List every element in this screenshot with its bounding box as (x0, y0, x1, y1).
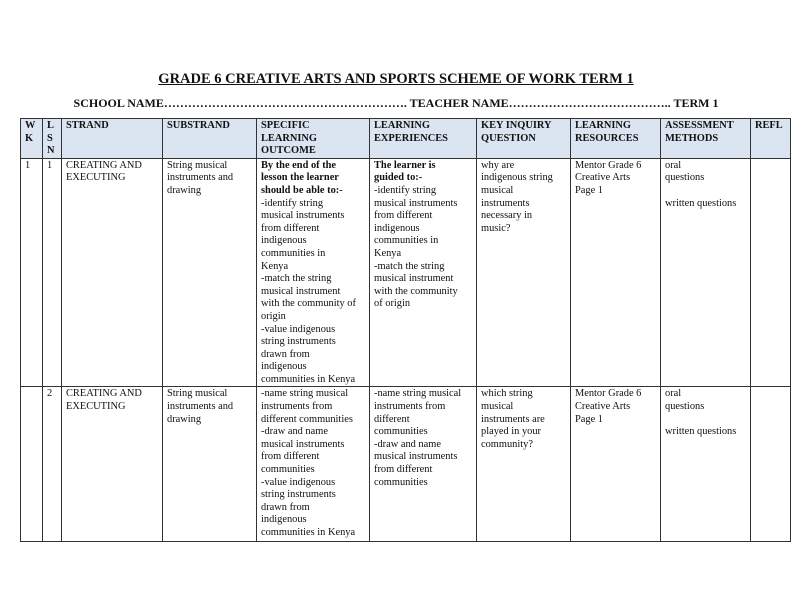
cell-reflection (751, 387, 791, 542)
school-teacher-line: SCHOOL NAME……………………………………………………. TEACHER NAME………………………………….. TERM 1 (73, 96, 719, 110)
cell-week: 1 (21, 158, 43, 387)
cell-week (21, 387, 43, 542)
cell-experiences (370, 158, 477, 387)
table-row (21, 158, 791, 387)
cell-assessment: oral questions written questions (661, 158, 751, 387)
header-row (21, 119, 791, 159)
scheme-of-work-table (20, 118, 791, 542)
cell-substrand: String musical instruments and drawing (163, 158, 257, 387)
header-assessment: ASSESSMENT METHODS (661, 119, 751, 159)
cell-experiences: -name string musical instruments from different communities -draw and name musical instruments from different communities (370, 387, 477, 542)
cell-reflection (751, 158, 791, 387)
cell-question: which string musical instruments are played in your community? (477, 387, 571, 542)
header-week: W K (21, 119, 43, 159)
cell-assessment: oral questions written questions (661, 387, 751, 542)
outcome-text: -identify string musical instruments from different indigenous communities in Kenya -match the string musical instrument with the community of origin -value indigenous string instruments drawn from indigenous communities in Kenya (261, 197, 356, 385)
header-strand: STRAND (62, 119, 163, 159)
cell-strand: CREATING AND EXECUTING (62, 158, 163, 387)
header-resources: LEARNING RESOURCES (571, 119, 661, 159)
header-experiences: LEARNING EXPERIENCES (370, 119, 477, 159)
cell-lesson: 2 (43, 387, 62, 542)
header-lesson: L S N (43, 119, 62, 159)
table-row (21, 387, 791, 542)
document-title: GRADE 6 CREATIVE ARTS AND SPORTS SCHEME OF WORK TERM 1 (158, 71, 634, 87)
header-question: KEY INQUIRY QUESTION (477, 119, 571, 159)
cell-strand: CREATING AND EXECUTING (62, 387, 163, 542)
experiences-intro: The learner is guided to:- (374, 159, 436, 184)
cell-resources: Mentor Grade 6 Creative Arts Page 1 (571, 387, 661, 542)
cell-lesson: 1 (43, 158, 62, 387)
outcome-intro: By the end of the lesson the learner should be able to:- (261, 159, 343, 196)
cell-substrand: String musical instruments and drawing (163, 387, 257, 542)
cell-outcome: -name string musical instruments from different communities -draw and name musical instruments from different communities -value indigenous string instruments drawn from indigenous communities in Kenya (257, 387, 370, 542)
header-substrand: SUBSTRAND (163, 119, 257, 159)
cell-outcome (257, 158, 370, 387)
header-reflection: REFL (751, 119, 791, 159)
cell-resources: Mentor Grade 6 Creative Arts Page 1 (571, 158, 661, 387)
experiences-text: -identify string musical instruments from different indigenous communities in Kenya -match the string musical instrument with the community of origin (374, 184, 458, 310)
cell-question: why are indigenous string musical instruments necessary in music? (477, 158, 571, 387)
header-outcome: SPECIFIC LEARNING OUTCOME (257, 119, 370, 159)
